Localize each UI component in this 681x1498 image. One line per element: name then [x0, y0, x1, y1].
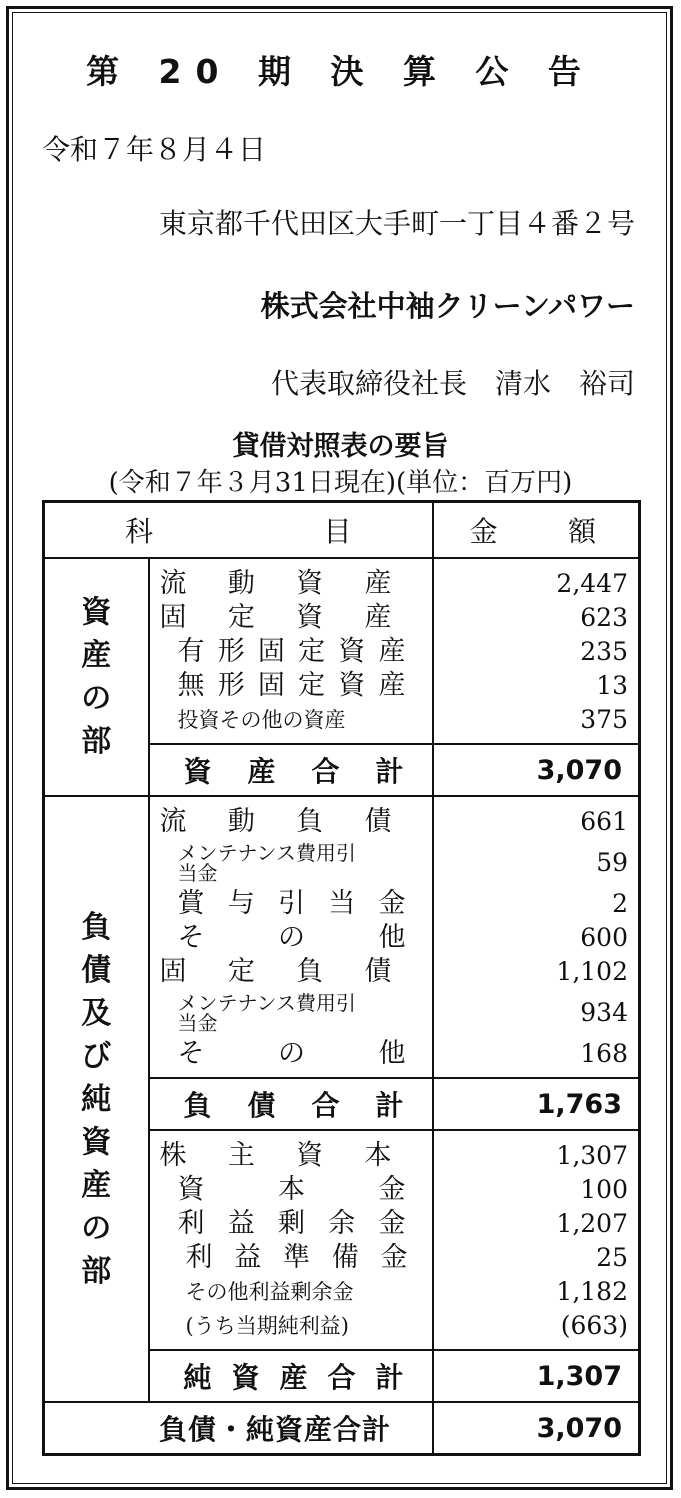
item-label: 流 動 負 債	[159, 806, 392, 837]
company-name: 株式会社中袖クリーンパワー	[260, 289, 635, 323]
liabilities-section-label	[44, 796, 149, 1402]
item-label: 固 定 負 債	[159, 956, 392, 987]
company-address: 東京都千代田区大手町一丁目４番２号	[158, 207, 635, 240]
section-char: 産	[81, 638, 112, 673]
item-label: その他利益剰余金	[185, 1280, 354, 1304]
representative-title: 代表取締役社長	[270, 367, 467, 400]
item-label: 株 主 資 本	[159, 1140, 392, 1171]
section-char: 及	[81, 995, 112, 1031]
item-label: 無 形 固 定 資 産	[177, 670, 406, 701]
section-char: の	[81, 681, 112, 716]
item-label: メンテナンス費用引 当金	[177, 991, 356, 1035]
section-char: 資	[81, 595, 112, 630]
section-char: 産	[81, 1167, 112, 1203]
item-value: 100	[580, 1175, 628, 1204]
table-header-row	[44, 502, 640, 559]
liabilities-values	[433, 796, 640, 1078]
item-value: 1,102	[556, 957, 628, 986]
section-char: び	[81, 1038, 112, 1074]
liabilities-items	[149, 796, 433, 1078]
item-label: 投資その他の資産	[177, 708, 346, 732]
section-char: 純	[81, 1081, 112, 1117]
header-item-2: 目	[323, 515, 352, 548]
item-label: そ の 他	[177, 922, 406, 953]
item-value: 168	[580, 1039, 628, 1068]
liabilities-total-value: 1,763	[433, 1078, 640, 1130]
item-value: 13	[596, 671, 628, 700]
item-value: 1,182	[556, 1277, 628, 1306]
header-item-1: 科	[125, 515, 154, 548]
statement-title: 貸借対照表の要旨	[232, 431, 449, 462]
item-label: 利 益 準 備 金	[185, 1242, 408, 1273]
equity-values	[433, 1130, 640, 1350]
assets-total-label: 資 産 合 計	[149, 744, 433, 796]
item-value: 2	[612, 889, 628, 918]
item-value: (663)	[560, 1311, 628, 1340]
statement-period: (令和７年３月31日現在)(単位：百万円)	[108, 468, 573, 498]
equity-items	[149, 1130, 433, 1350]
header-amount	[433, 502, 640, 559]
representative-name: 清水 裕司	[494, 367, 635, 400]
header-amount-2: 額	[567, 515, 596, 548]
page-title: 第 20 期 決 算 公 告	[86, 52, 595, 91]
item-value: 934	[580, 998, 628, 1027]
header-amount-1: 金	[469, 515, 498, 548]
section-char: 債	[81, 952, 112, 988]
item-value: 600	[580, 923, 628, 952]
balance-sheet-table	[42, 500, 641, 1456]
item-label: (うち当期純利益)	[185, 1314, 349, 1338]
item-label: 資 本 金	[177, 1174, 406, 1205]
assets-detail-row	[44, 558, 640, 744]
grand-total-value: 3,070	[433, 1402, 640, 1455]
assets-total-value: 3,070	[433, 744, 640, 796]
liabilities-detail-row	[44, 796, 640, 1078]
assets-values	[433, 558, 640, 744]
representative	[271, 362, 635, 402]
section-char: 部	[81, 724, 112, 759]
item-value: 1,307	[556, 1141, 628, 1170]
liabilities-total-label: 負 債 合 計	[149, 1078, 433, 1130]
header-item	[44, 502, 433, 559]
item-label: 利 益 剰 余 金	[177, 1208, 406, 1239]
grand-total-label: 負債・純資産合計	[44, 1402, 433, 1455]
grand-total-row	[44, 1402, 640, 1455]
item-label: 固 定 資 産	[159, 602, 392, 633]
item-value: 661	[580, 807, 628, 836]
item-label: そ の 他	[177, 1038, 406, 1069]
item-label: 流 動 資 産	[159, 568, 392, 599]
item-label: 有 形 固 定 資 産	[177, 636, 406, 667]
item-value: 1,207	[556, 1209, 628, 1238]
item-value: 623	[580, 603, 628, 632]
equity-total-value: 1,307	[433, 1350, 640, 1402]
section-char: 負	[81, 909, 112, 945]
item-value: 25	[596, 1243, 628, 1272]
item-value: 375	[580, 705, 628, 734]
item-value: 2,447	[556, 569, 628, 598]
notice-date: 令和７年８月４日	[42, 133, 267, 166]
item-label: メンテナンス費用引 当金	[177, 841, 356, 885]
item-label: 賞 与 引 当 金	[177, 888, 406, 919]
equity-total-label: 純 資 産 合 計	[149, 1350, 433, 1402]
section-char: 部	[81, 1253, 112, 1289]
item-value: 59	[596, 848, 628, 877]
assets-section-label	[44, 558, 149, 796]
assets-items	[149, 558, 433, 744]
section-char: 資	[81, 1124, 112, 1160]
section-char: の	[81, 1210, 112, 1246]
item-value: 235	[580, 637, 628, 666]
